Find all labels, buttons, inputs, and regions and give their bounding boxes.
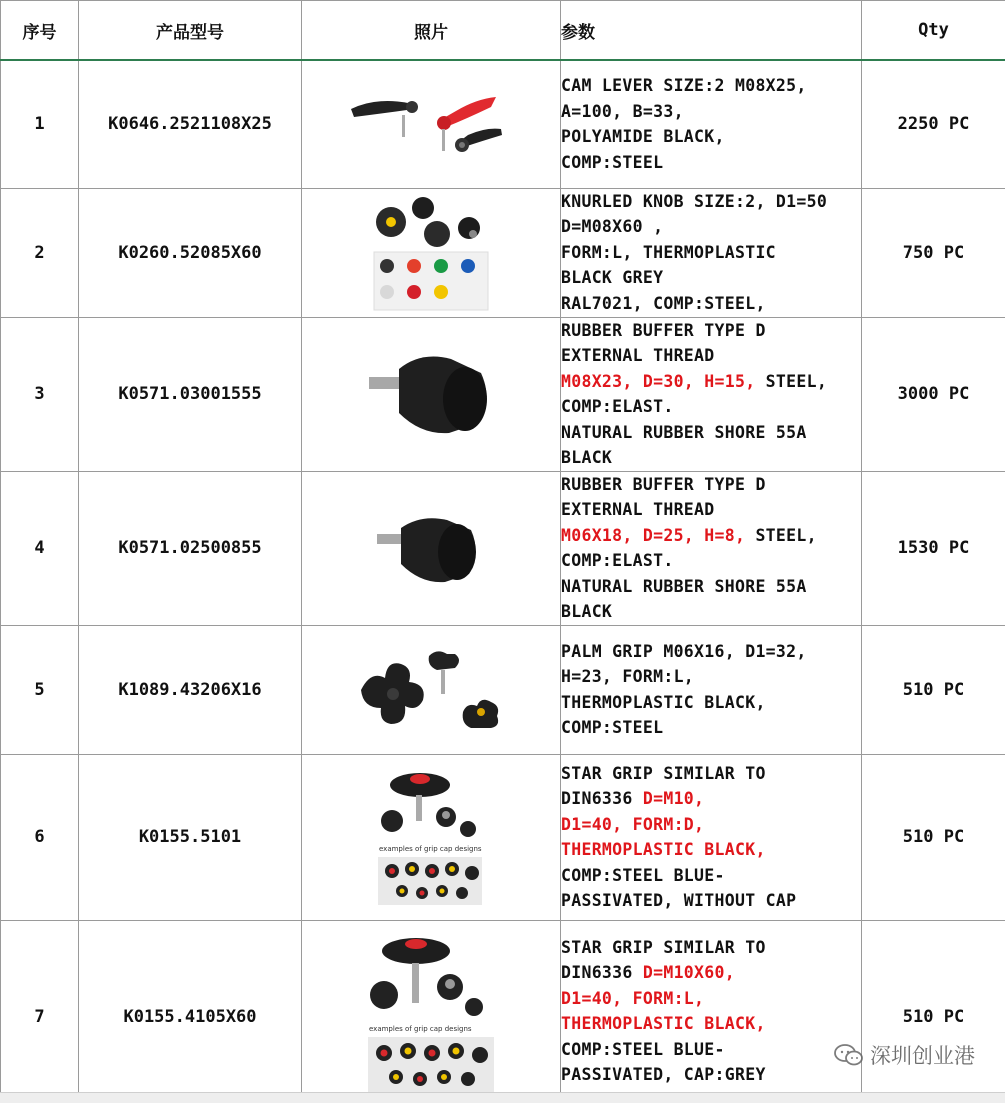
param-text: STEEL, bbox=[745, 525, 817, 545]
row-index: 7 bbox=[1, 920, 79, 1103]
cam-lever-image bbox=[346, 89, 516, 159]
rubber-buffer-small-image bbox=[371, 498, 491, 598]
row-params bbox=[561, 188, 862, 317]
star-grip-with-cap-image bbox=[366, 931, 496, 1099]
param-text: BLACK bbox=[561, 448, 613, 467]
sheet-tab-bar bbox=[0, 1092, 1005, 1103]
row-model: K0260.52085X60 bbox=[79, 188, 302, 317]
param-text-highlight: THERMOPLASTIC BLACK, bbox=[561, 840, 766, 859]
row-model: K1089.43206X16 bbox=[79, 625, 302, 754]
param-text: COMP:ELAST. bbox=[561, 397, 674, 416]
param-text-highlight: D1=40, FORM:D, bbox=[561, 814, 705, 834]
param-text: RAL7021, COMP:STEEL, bbox=[561, 293, 766, 313]
row-photo bbox=[302, 625, 561, 754]
grip-cap-caption: examples of grip cap designs bbox=[379, 844, 482, 853]
row-model: K0571.03001555 bbox=[79, 317, 302, 471]
row-qty: 3000 PC bbox=[862, 317, 1005, 471]
param-text: COMP:STEEL BLUE- bbox=[561, 1039, 725, 1059]
param-text: COMP:STEEL BLUE- bbox=[561, 865, 725, 885]
knurled-knob-image bbox=[371, 194, 491, 312]
rubber-buffer-large-image bbox=[361, 339, 501, 449]
row-params bbox=[561, 920, 862, 1103]
param-text: COMP:ELAST. bbox=[561, 551, 674, 570]
param-text: KNURLED KNOB SIZE:2, D1=50 bbox=[561, 191, 828, 211]
param-text: POLYAMIDE BLACK, bbox=[561, 127, 725, 147]
param-text: DIN6336 bbox=[561, 789, 643, 808]
row-index: 1 bbox=[1, 60, 79, 188]
row-photo bbox=[302, 317, 561, 471]
param-text-highlight: THERMOPLASTIC BLACK, bbox=[561, 1014, 766, 1033]
star-grip-image bbox=[376, 765, 486, 910]
param-text: BLACK bbox=[561, 602, 613, 621]
palm-grip-image bbox=[351, 640, 511, 740]
row-params bbox=[561, 625, 862, 754]
row-index: 4 bbox=[1, 471, 79, 625]
row-index: 6 bbox=[1, 754, 79, 920]
row-model: K0571.02500855 bbox=[79, 471, 302, 625]
param-text: EXTERNAL THREAD bbox=[561, 346, 715, 365]
row-qty: 510 PC bbox=[862, 754, 1005, 920]
param-text: EXTERNAL THREAD bbox=[561, 500, 715, 519]
row-params bbox=[561, 317, 862, 471]
row-index: 3 bbox=[1, 317, 79, 471]
table-row bbox=[1, 754, 1005, 920]
header-row bbox=[1, 1, 1005, 61]
param-text: D=M08X60 , bbox=[561, 217, 664, 237]
grip-cap-caption: examples of grip cap designs bbox=[369, 1024, 472, 1033]
param-text: H=23, FORM:L, bbox=[561, 667, 695, 686]
param-text: NATURAL RUBBER SHORE 55A bbox=[561, 576, 807, 596]
row-qty: 2250 PC bbox=[862, 60, 1005, 188]
param-text: STAR GRIP SIMILAR TO bbox=[561, 937, 766, 957]
param-text: PASSIVATED, CAP:GREY bbox=[561, 1065, 766, 1084]
param-text: RUBBER BUFFER TYPE D bbox=[561, 320, 766, 340]
header-photo: 照片 bbox=[302, 1, 561, 61]
row-qty: 750 PC bbox=[862, 188, 1005, 317]
header-index: 序号 bbox=[1, 1, 79, 61]
param-text: PASSIVATED, WITHOUT CAP bbox=[561, 891, 797, 910]
table-row bbox=[1, 317, 1005, 471]
param-text: BLACK GREY bbox=[561, 268, 664, 288]
param-text: STAR GRIP SIMILAR TO bbox=[561, 763, 766, 783]
param-text-highlight: M06X18, D=25, H=8, bbox=[561, 525, 746, 545]
row-model: K0646.2521108X25 bbox=[79, 60, 302, 188]
table-row bbox=[1, 188, 1005, 317]
param-text: A=100, B=33, bbox=[561, 101, 684, 121]
param-text-highlight: D=M10X60, bbox=[642, 963, 735, 982]
param-text-highlight: D=M10, bbox=[642, 789, 705, 808]
param-text: NATURAL RUBBER SHORE 55A bbox=[561, 422, 807, 442]
row-index: 5 bbox=[1, 625, 79, 754]
row-model: K0155.5101 bbox=[79, 754, 302, 920]
row-qty: 510 PC bbox=[862, 920, 1005, 1103]
row-params bbox=[561, 60, 862, 188]
param-text: RUBBER BUFFER TYPE D bbox=[561, 474, 766, 494]
wechat-icon bbox=[834, 1043, 864, 1067]
param-text: COMP:STEEL bbox=[561, 152, 664, 172]
header-qty: Qty bbox=[862, 1, 1005, 61]
row-params bbox=[561, 471, 862, 625]
param-text: FORM:L, THERMOPLASTIC bbox=[561, 242, 776, 262]
row-photo bbox=[302, 471, 561, 625]
row-index: 2 bbox=[1, 188, 79, 317]
table-row bbox=[1, 471, 1005, 625]
param-text: THERMOPLASTIC BLACK, bbox=[561, 692, 766, 712]
row-qty: 1530 PC bbox=[862, 471, 1005, 625]
table-row bbox=[1, 60, 1005, 188]
param-text: COMP:STEEL bbox=[561, 718, 664, 737]
param-text: PALM GRIP M06X16, D1=32, bbox=[561, 641, 807, 661]
table-row bbox=[1, 920, 1005, 1103]
header-model: 产品型号 bbox=[79, 1, 302, 61]
table-row bbox=[1, 625, 1005, 754]
row-photo bbox=[302, 754, 561, 920]
row-qty: 510 PC bbox=[862, 625, 1005, 754]
header-params: 参数 bbox=[561, 1, 862, 61]
row-model: K0155.4105X60 bbox=[79, 920, 302, 1103]
param-text: DIN6336 bbox=[561, 963, 643, 982]
row-params bbox=[561, 754, 862, 920]
param-text: STEEL, bbox=[755, 371, 828, 391]
watermark bbox=[834, 1040, 975, 1070]
row-photo bbox=[302, 188, 561, 317]
param-text-highlight: M08X23, D=30, H=15, bbox=[561, 371, 756, 391]
param-text-highlight: D1=40, FORM:L, bbox=[561, 988, 705, 1008]
param-text: CAM LEVER SIZE:2 M08X25, bbox=[561, 76, 807, 96]
row-photo bbox=[302, 60, 561, 188]
watermark-text: 深圳创业港 bbox=[870, 1044, 975, 1068]
row-photo bbox=[302, 920, 561, 1103]
